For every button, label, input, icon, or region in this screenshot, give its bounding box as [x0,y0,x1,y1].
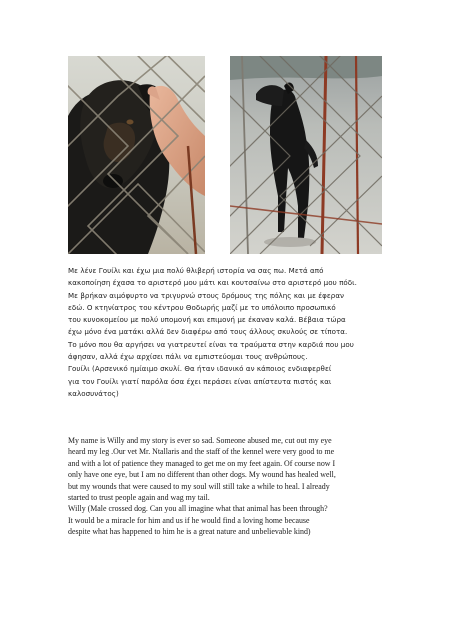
greek-line: άφησαν, αλλά έχω αρχίσει πάλι να εμπιστεύομαι τους ανθρώπους. [68,352,308,362]
dog-standing-illustration [230,56,382,254]
english-line: despite what has happened to him he is a great nature and unbelievable kind) [68,527,311,537]
english-line: Willy (Male crossed dog. Can you all imagine what that animal has been through? [68,504,328,514]
greek-line: καλοσυνάτος) [68,388,119,398]
greek-line: Με βρήκαν αιμόφυρτο να τριγυρνώ στους δρόμους της πόλης και με έφεραν [68,290,345,300]
greek-line: Με λένε Γουίλι και έχω μια πολύ θλιβερή ιστορία να σας πω. Μετά από [68,266,324,275]
english-line: heard my leg .Our vet Mr. Ntallaris and the staff of the kennel were very good to me [68,447,335,457]
english-story-paragraph [68,435,408,538]
greek-story-paragraph [68,265,398,400]
greek-line: Γουίλι (Αρσενικό ημίαιμο σκυλί. Θα ήταν ιδανικό αν κάποιος ενδιαφερθεί [68,364,332,374]
greek-line: του κυνοκομείου με πολύ υπομονή και επιμονή με έκαναν καλά. Βέβαια τώρα [68,315,346,325]
english-line: started to trust people again and wag my tail. [68,493,210,503]
english-line: but my wounds that were caused to my soul will still take a while to heal. I already [68,481,330,491]
english-line: only have one eye, but I am no different than other dogs. My wound has healed well, [68,470,336,480]
greek-line: Το μόνο που θα αργήσει να γιατρευτεί είναι τα τραύματα στην καρδιά που μου [68,339,354,349]
greek-line: έχω μόνο ένα ματάκι αλλά δεν διαφέρω από τους άλλους σκυλούς σε τίποτα. [68,327,348,337]
greek-line: εδώ. Ο κτηνίατρος του κέντρου Θοδωρής μαζί με το υπόλοιπο προσωπικό [68,302,336,312]
dog-standing-behind-fence-photo [230,56,382,254]
english-line: and with a lot of patience they managed to get me on my feet again. Of course now I [68,458,336,468]
greek-line: κακοποίηση έχασα το αριστερό μου μάτι και κουτσαίνω στο αριστερό μου πόδι. [68,278,357,288]
dog-petted-through-fence-photo [68,56,205,254]
greek-line: για τον Γουίλι γιατί παρόλα όσα έχει περάσει είναι απίστευτα πιστός και [68,376,332,386]
dog-petted-illustration [68,56,205,254]
english-line: It would be a miracle for him and us if he would find a loving home because [68,515,310,525]
english-line: My name is Willy and my story is ever so sad. Someone abused me, cut out my eye [68,436,332,445]
